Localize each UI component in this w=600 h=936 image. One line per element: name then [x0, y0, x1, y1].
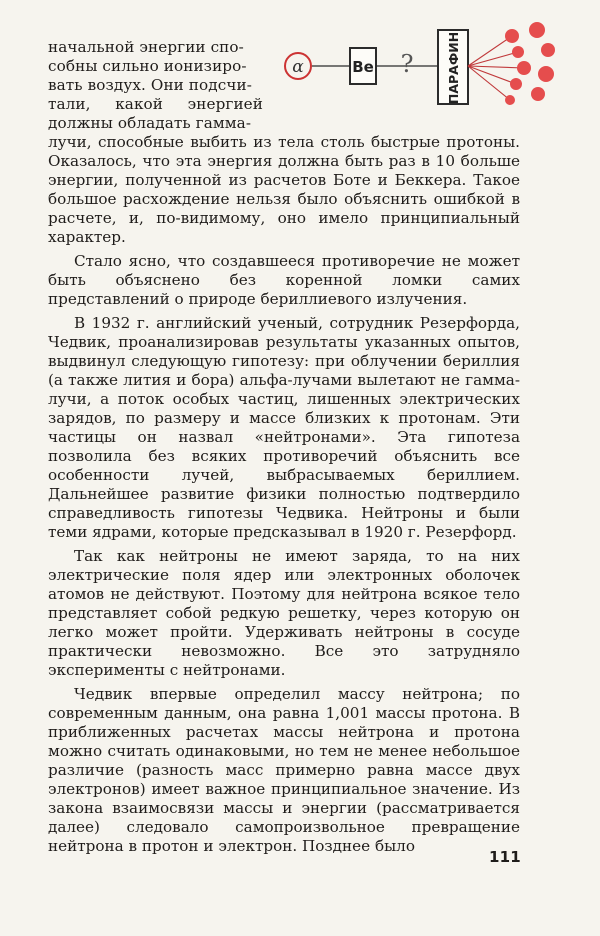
page-number: 111 [489, 848, 521, 866]
intro-line: начальной энергии спо- [48, 38, 244, 56]
unknown-radiation-mark: ? [400, 50, 414, 78]
intro-line: вать воздух. Они подсчи- [48, 76, 252, 94]
proton-particle [505, 29, 519, 43]
experiment-figure [280, 16, 580, 116]
paragraph: Стало ясно, что создавшееся противоречие не может быть объяснено без коренной ломки самих представлений о природе бериллиевого излучения. [48, 252, 520, 308]
intro-line: должны обладать гамма- [48, 114, 252, 132]
main-text [48, 133, 520, 856]
proton-particle [529, 22, 545, 38]
proton-particle [531, 87, 545, 101]
paragraph: Чедвик впервые определил массу нейтрона; по современным данным, она равна 1,001 массы протона. В приближенных расчетах массы нейтрона и протона можно считать одинаковыми, но тем не менее небольшое различие (разность масс примерно равна массе двух электронов) имеет важное принципиальное значение. Из закона взаимосвязи массы и энергии (рассматривается далее) следовало самопроизвольное превращение нейтрона в протон и электрон. Позднее было [48, 685, 520, 855]
beryllium-target [350, 48, 376, 84]
alpha-particle [285, 53, 311, 79]
paragraph: Так как нейтроны не имеют заряда, то на них электрические поля ядер или электронных оболочек атомов не действуют. Поэтому для нейтрона всякое тело представляет собой редкую решетку, через которую он легко может пройти. Удерживать нейтроны в сосуде практически невозможно. Все это затрудняло эксперименты с нейтронами. [48, 547, 520, 679]
proton-particle [505, 95, 515, 105]
be-label: Be [352, 58, 374, 76]
paraffin-block [438, 30, 468, 104]
intro-line: собны сильно ионизиро- [48, 57, 247, 75]
proton-particles [505, 22, 555, 105]
paragraph: В 1932 г. английский ученый, сотрудник Резерфорда, Чедвик, проанализировав результаты указанных опытов, выдвинул следующую гипотезу: при облучении бериллия (а также лития и бора) альфа-лучами вылетают не гамма-лучи, а поток особых частиц, лишенных электрических зарядов, по размеру и массе близких к протонам. Эти частицы он назвал «нейтронами». Эта гипотеза позволила без всяких противоречий объяснить все особенности лучей, выбрасываемых бериллием. Дальнейшее развитие физики полностью подтвердило справедливость гипотезы Чедвика. Нейтроны и были теми ядрами, которые предсказывал в 1920 г. Резерфорд. [48, 314, 520, 541]
paragraph: лучи, способные выбить из тела столь быстрые протоны. Оказалось, что эта энергия должна быть раз в 10 больше энергии, полученной из расчетов Боте и Беккера. Такое большое расхождение нельзя было объяснить ошибкой в расчете, и, по-видимому, оно имело принципиальный характер. [48, 133, 520, 246]
alpha-label: α [292, 57, 304, 77]
proton-particle [541, 43, 555, 57]
proton-particle [538, 66, 554, 82]
proton-rays [468, 36, 524, 100]
proton-particle [512, 46, 524, 58]
paraffin-label: ПАРАФИН [446, 31, 461, 105]
proton-particle [517, 61, 531, 75]
intro-line: тали, какой энергией [48, 95, 263, 113]
proton-particle [510, 78, 522, 90]
